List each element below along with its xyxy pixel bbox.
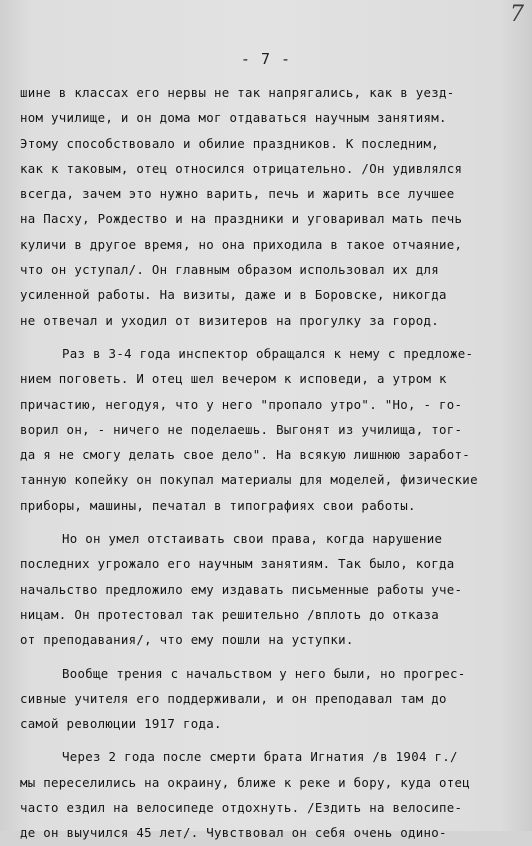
text-line: Но он умел отстаивать свои права, когда нарушение <box>62 531 443 547</box>
text-line: да я не смогу делать свое дело". На всякую лишнюю заработ- <box>20 447 471 463</box>
text-line: Раз в 3-4 года инспектор обращался к нему с предложе- <box>62 345 474 361</box>
paragraph <box>20 341 518 518</box>
text-line: последних угрожало его научным занятиям. Так было, когда <box>20 556 455 572</box>
page-number: - 7 - <box>240 50 292 68</box>
text-line: куличи в другое время, но она приходила в такое отчаяние, <box>20 236 463 252</box>
paragraph <box>20 526 518 652</box>
paragraph <box>20 661 518 737</box>
text-line: усиленной работы. На визиты, даже и в Боровске, никогда <box>20 287 447 303</box>
text-line: нием поговеть. И отец шел вечером к исповеди, а утром к <box>20 371 447 387</box>
text-line: начальство предложило ему издавать письменные работы уче- <box>20 581 463 597</box>
text-line: на Пасху, Рождество и на праздники и уговаривал мать печь <box>20 211 463 227</box>
text-line: шине в классах его нервы не так напрягались, как в уезд- <box>20 85 455 100</box>
text-line: де он выучился 45 лет/. Чувствовал он себя очень одино- <box>20 825 447 841</box>
text-line: самой революции 1917 года. <box>20 716 222 732</box>
text-line: Вообще трения с начальством у него были, но прогрес- <box>62 665 466 681</box>
text-line: всегда, зачем это нужно варить, печь и жарить все лучшее <box>20 186 455 202</box>
corner-page-mark: 7 <box>510 2 524 27</box>
text-line: ном училище, и он дома мог отдаваться научным занятиям. <box>20 110 447 126</box>
text-line: что он уступал/. Он главным образом использовал их для <box>20 262 440 278</box>
text-line: не отвечал и уходил от визитеров на прогулку за город. <box>20 312 440 328</box>
paragraph <box>20 80 518 333</box>
text-line: Через 2 года после смерти брата Игнатия /в 1904 г./ <box>62 749 458 765</box>
text-line: сивные учителя его поддерживали, и он преподавал там до <box>20 690 447 706</box>
text-line: приборы, машины, печатал в типографиях свои работы. <box>20 497 416 513</box>
body-text <box>20 80 518 846</box>
text-line: ницам. Он протестовал так решительно /вплоть до отказа <box>20 606 440 622</box>
text-line: часто ездил на велосипеде отдохнуть. /Ездить на велосипе- <box>20 800 463 816</box>
text-line: причастию, негодуя, что у него "пропало утро". "Но, - го- <box>20 396 463 412</box>
text-line: от преподавания/, что ему пошли на уступки. <box>20 632 354 648</box>
text-line: ворил он, - ничего не поделаешь. Выгонят из училища, тог- <box>20 421 463 437</box>
text-line: Этому способствовало и обилие праздников. К последним, <box>20 135 440 151</box>
paragraph <box>20 744 518 845</box>
text-line: мы переселились на окраину, ближе к реке и бору, куда отец <box>20 774 471 790</box>
text-line: как к таковым, отец относился отрицательно. /Он удивлялся <box>20 160 463 176</box>
text-line: танную копейку он покупал материалы для моделей, физические <box>20 472 478 488</box>
